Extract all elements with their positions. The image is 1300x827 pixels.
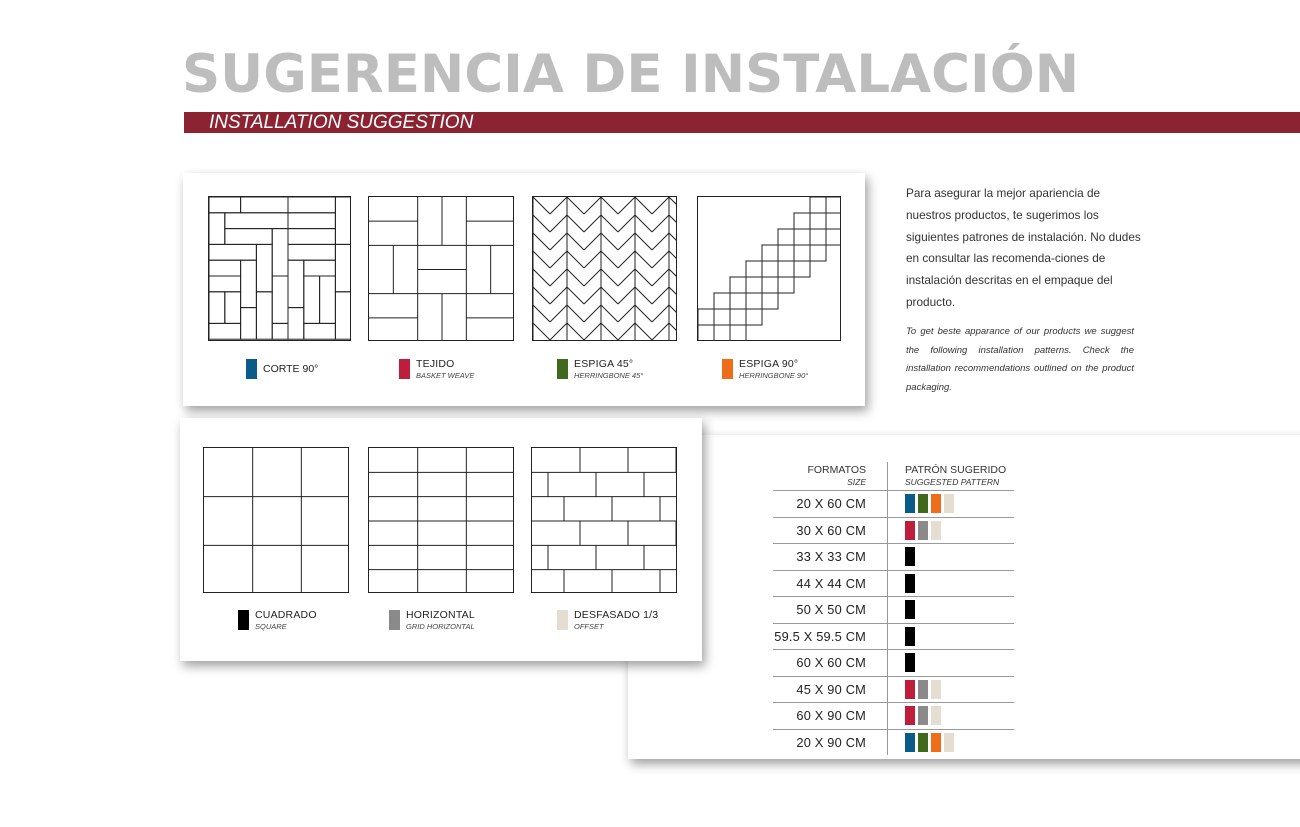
formats-table-row bbox=[773, 570, 1014, 597]
legend-desfasado-sub: OFFSET bbox=[574, 622, 604, 631]
legend-horizontal-label: HORIZONTAL bbox=[406, 609, 475, 621]
format-size: 30 X 60 CM bbox=[773, 517, 888, 544]
pattern-swatch-desfasado bbox=[944, 494, 954, 513]
swatch-corte bbox=[246, 359, 257, 379]
swatch-tejido bbox=[399, 359, 410, 379]
pattern-espiga45-diagram bbox=[532, 196, 677, 341]
pattern-swatch-espiga45 bbox=[918, 733, 928, 752]
pattern-swatch-espiga45 bbox=[918, 494, 928, 513]
pattern-swatch-cuadrado bbox=[905, 653, 915, 672]
format-size: 20 X 90 CM bbox=[773, 729, 888, 755]
pattern-swatch-tejido bbox=[905, 706, 915, 725]
legend-tejido-sub: BASKET WEAVE bbox=[416, 371, 475, 380]
pattern-swatch-horizontal bbox=[918, 706, 928, 725]
page-title: SUGERENCIA DE INSTALACIÓN bbox=[182, 44, 1080, 105]
formats-table bbox=[773, 462, 1014, 755]
pattern-swatch-desfasado bbox=[931, 680, 941, 699]
format-patterns bbox=[888, 623, 1015, 650]
format-size: 45 X 90 CM bbox=[773, 676, 888, 703]
legend-espiga45-sub: HERRINGBONE 45° bbox=[574, 371, 644, 380]
subtitle-band bbox=[184, 112, 1300, 133]
legend-espiga90-sub: HERRINGBONE 90° bbox=[739, 371, 809, 380]
pattern-swatch-corte bbox=[905, 494, 915, 513]
legend-espiga90-label: ESPIGA 90° bbox=[739, 358, 799, 370]
format-patterns bbox=[888, 729, 1015, 755]
formats-table-header bbox=[773, 462, 1014, 491]
legend-espiga45-label: ESPIGA 45° bbox=[574, 358, 634, 370]
formats-table-row bbox=[773, 623, 1014, 650]
pattern-corte-diagram bbox=[208, 196, 351, 341]
description-es: Para asegurar la mejor apariencia de nuestros productos, te sugerimos los siguientes patrones de instalación. No dudes en consultar las recomenda-ciones de instalación descritas en el empaque del producto. bbox=[906, 186, 1141, 309]
col-patron-header bbox=[888, 462, 1015, 491]
format-patterns bbox=[888, 650, 1015, 677]
formats-table-row bbox=[773, 729, 1014, 755]
pattern-swatch-espiga90 bbox=[931, 733, 941, 752]
pattern-desfasado-diagram bbox=[531, 447, 677, 593]
formats-table-row bbox=[773, 597, 1014, 624]
col-patron-sub: SUGGESTED PATTERN bbox=[905, 477, 1000, 487]
swatch-horizontal bbox=[389, 610, 400, 630]
format-size: 50 X 50 CM bbox=[773, 597, 888, 624]
legend-desfasado-label: DESFASADO 1/3 bbox=[574, 609, 659, 621]
format-size: 60 X 90 CM bbox=[773, 703, 888, 730]
legend-horizontal-sub: GRID HORIZONTAL bbox=[406, 622, 475, 631]
format-patterns bbox=[888, 676, 1015, 703]
format-patterns bbox=[888, 570, 1015, 597]
pattern-cuadrado-diagram bbox=[203, 447, 349, 593]
page-subtitle: INSTALLATION SUGGESTION bbox=[209, 112, 474, 133]
legend-tejido-label: TEJIDO bbox=[416, 358, 455, 370]
pattern-swatch-horizontal bbox=[918, 680, 928, 699]
pattern-swatch-corte bbox=[905, 733, 915, 752]
pattern-swatch-tejido bbox=[905, 521, 915, 540]
swatch-desfasado bbox=[557, 610, 568, 630]
format-patterns bbox=[888, 517, 1015, 544]
formats-card bbox=[628, 435, 1300, 759]
format-size: 20 X 60 CM bbox=[773, 491, 888, 518]
formats-table-row bbox=[773, 650, 1014, 677]
col-formatos-sub: SIZE bbox=[847, 477, 866, 487]
col-patron-label: PATRÓN SUGERIDO bbox=[905, 464, 1007, 476]
pattern-tejido-diagram bbox=[368, 196, 514, 341]
pattern-espiga90-diagram bbox=[697, 196, 841, 341]
format-patterns bbox=[888, 703, 1015, 730]
pattern-swatch-cuadrado bbox=[905, 547, 915, 566]
legend-cuadrado-sub: SQUARE bbox=[255, 622, 287, 631]
format-size: 44 X 44 CM bbox=[773, 570, 888, 597]
pattern-swatch-tejido bbox=[905, 680, 915, 699]
pattern-swatch-desfasado bbox=[931, 521, 941, 540]
format-patterns bbox=[888, 491, 1015, 518]
legend-cuadrado-label: CUADRADO bbox=[255, 609, 317, 621]
pattern-horizontal-diagram bbox=[368, 447, 514, 593]
formats-table-row bbox=[773, 491, 1014, 518]
formats-table-row bbox=[773, 676, 1014, 703]
pattern-swatch-espiga90 bbox=[931, 494, 941, 513]
formats-table-row bbox=[773, 544, 1014, 571]
patterns-card-bottom bbox=[180, 418, 702, 661]
pattern-swatch-desfasado bbox=[944, 733, 954, 752]
legend-corte-label: CORTE 90° bbox=[263, 363, 319, 375]
col-formatos-header bbox=[773, 462, 888, 491]
format-size: 59.5 X 59.5 CM bbox=[773, 623, 888, 650]
formats-table-row bbox=[773, 517, 1014, 544]
swatch-espiga45 bbox=[557, 359, 568, 379]
pattern-swatch-cuadrado bbox=[905, 600, 915, 619]
format-size: 33 X 33 CM bbox=[773, 544, 888, 571]
pattern-swatch-horizontal bbox=[918, 521, 928, 540]
pattern-swatch-cuadrado bbox=[905, 574, 915, 593]
swatch-espiga90 bbox=[722, 359, 733, 379]
formats-table-row bbox=[773, 703, 1014, 730]
format-patterns bbox=[888, 544, 1015, 571]
col-formatos-label: FORMATOS bbox=[807, 464, 866, 476]
pattern-swatch-desfasado bbox=[931, 706, 941, 725]
description-en: To get beste apparance of our products we suggest the following installation patterns. Check the installation recommendations outlined on the product packaging. bbox=[906, 326, 1134, 393]
swatch-cuadrado bbox=[238, 610, 249, 630]
pattern-swatch-cuadrado bbox=[905, 627, 915, 646]
format-size: 60 X 60 CM bbox=[773, 650, 888, 677]
format-patterns bbox=[888, 597, 1015, 624]
patterns-card-top bbox=[183, 173, 865, 406]
